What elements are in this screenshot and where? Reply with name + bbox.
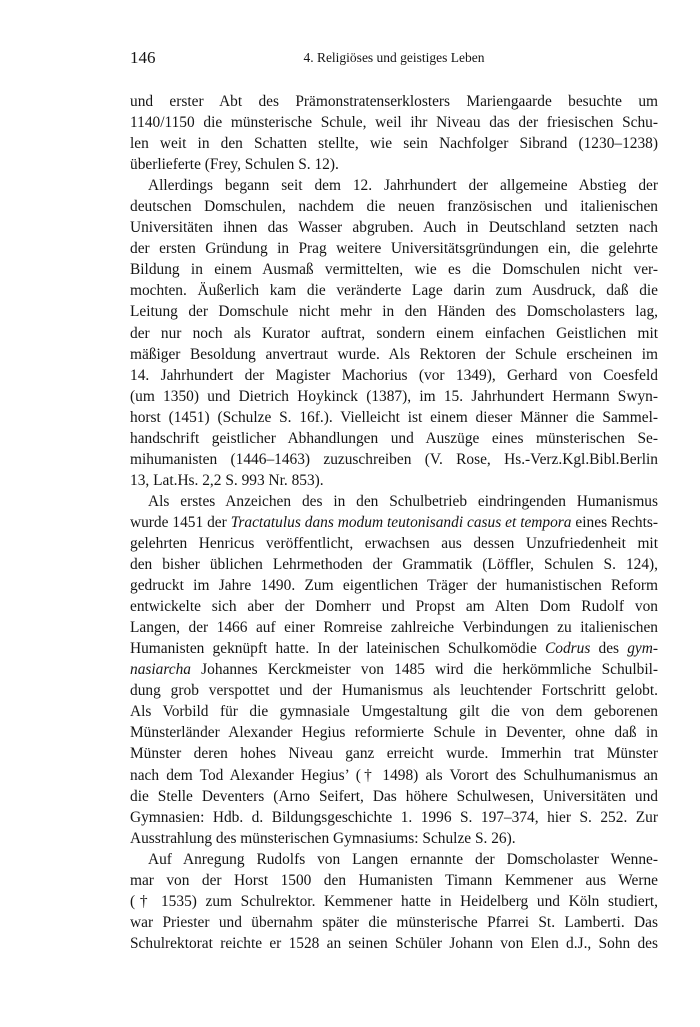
text-line: den bisher üblichen Lehrmethoden der Grammatik (Löffler, Schulen S. 124), — [130, 556, 658, 574]
page-header — [130, 48, 658, 72]
italic-title: Tractatulus dans modum teutonisandi casus et tempora — [230, 513, 572, 531]
text-line: der ersten Gründung in Prag weitere Universitätsgründungen ein, die gelehrte — [130, 240, 658, 258]
text-line: der nur noch als Kurator auftrat, sondern einem einfachen Geistlichen mit — [130, 324, 658, 342]
text-line: Humanisten geknüpft hatte. In der lateinischen Schulkomödie Codrus des gym- — [130, 640, 658, 658]
text-line: Als erstes Anzeichen des in den Schulbetrieb eindringenden Humanismus — [148, 492, 658, 510]
text-line: († 1535) zum Schulrektor. Kemmener hatte in Heidelberg und Köln studiert, — [130, 892, 658, 910]
text-line: 13, Lat.Hs. 2,2 S. 993 Nr. 853). — [130, 471, 324, 489]
text-line: Bildung in einem Ausmaß vermittelten, wie es die Domschulen nicht ver- — [130, 261, 658, 279]
text-line: nasiarcha Johannes Kerckmeister von 1485 wird die herkömmliche Schulbil- — [130, 661, 658, 679]
text-line: mäßiger Besoldung anvertraut wurde. Als Rektoren der Schule erscheinen im — [130, 345, 658, 363]
italic-title: gym- — [627, 640, 658, 658]
body-text — [130, 91, 658, 954]
text-line: Leitung der Domschule nicht mehr in den Händen des Domscholasters lag, — [130, 303, 658, 321]
paragraph — [130, 175, 658, 491]
italic-title: Codrus — [545, 640, 591, 658]
page-number: 146 — [130, 48, 156, 67]
italic-title: nasiarcha — [130, 661, 191, 679]
text-line: (um 1350) und Dietrich Hoykinck (1387), im 15. Jahrhundert Hermann Swyn- — [130, 387, 658, 405]
text-line: und erster Abt des Prämonstratenserklosters Mariengaarde besuchte um — [130, 93, 658, 110]
text-line: len weit in den Schatten stellte, wie sein Nachfolger Sibrand (1230–1238) — [130, 135, 658, 153]
text-line: wurde 1451 der Tractatulus dans modum teutonisandi casus et tempora eines Rechts- — [130, 513, 658, 531]
text-line: Gymnasien: Hdb. d. Bildungsgeschichte 1. 1996 S. 197–374, hier S. 252. Zur — [130, 808, 658, 826]
text-line: Schulrektorat reichte er 1528 an seinen Schüler Johann von Elen d.J., Sohn des — [130, 934, 658, 952]
text-line: Universitäten ihnen das Wasser abgruben. Auch in Deutschland setzten nach — [130, 219, 658, 237]
text-line: mar von der Horst 1500 den Humanisten Timann Kemmener aus Werne — [130, 871, 658, 889]
text-line: 1140/1150 die münsterische Schule, weil ihr Niveau das der friesischen Schu- — [130, 114, 658, 132]
text-line: Langen, der 1466 auf einer Romreise zahlreiche Verbindungen zu italienischen — [130, 619, 658, 637]
text-line: Ausstrahlung des münsterischen Gymnasiums: Schulze S. 26). — [130, 829, 516, 847]
text-line: mihumanisten (1446–1463) zuzuschreiben (V. Rose, Hs.-Verz.Kgl.Bibl.Berlin — [130, 450, 658, 468]
paragraph — [130, 491, 658, 849]
text-line: 14. Jahrhundert der Magister Machorius (vor 1349), Gerhard von Coesfeld — [130, 366, 658, 384]
text-line: Auf Anregung Rudolfs von Langen ernannte der Domscholaster Wenne- — [148, 850, 658, 868]
paragraph — [130, 849, 658, 954]
text-line: mochten. Äußerlich kam die veränderte Lage darin zum Ausdruck, daß die — [130, 282, 658, 300]
text-line: dung grob verspottet und der Humanismus als leuchtender Fortschritt gelobt. — [130, 682, 658, 700]
text-line: gelehrten Henricus veröffentlicht, erwachsen aus dessen Unzufriedenheit mit — [130, 534, 658, 552]
text-line: nach dem Tod Alexander Hegius’ († 1498) als Vorort des Schulhumanismus an — [130, 766, 658, 784]
text-line: entwickelte sich aber der Domherr und Propst am Alten Dom Rudolf von — [130, 598, 658, 616]
running-head: 4. Religiöses und geistiges Leben — [303, 50, 485, 65]
text-line: horst (1451) (Schulze S. 16f.). Vielleicht ist einem dieser Männer die Sammel- — [130, 408, 658, 426]
text-line: gedruckt im Jahre 1490. Zum eigentlichen Träger der humanistischen Reform — [130, 577, 658, 595]
text-line: deutschen Domschulen, nachdem die neuen französischen und italienischen — [130, 198, 658, 216]
text-line: die Stelle Deventers (Arno Seifert, Das höhere Schulwesen, Universitäten und — [130, 787, 658, 805]
text-line: war Priester und übernahm später die münsterische Pfarrei St. Lamberti. Das — [130, 913, 658, 931]
text-line: handschrift geistlicher Abhandlungen und Auszüge eines münsterischen Se- — [130, 429, 658, 447]
text-line: Allerdings begann seit dem 12. Jahrhundert der allgemeine Abstieg der — [148, 177, 658, 195]
text-line: überlieferte (Frey, Schulen S. 12). — [130, 156, 339, 174]
text-line: Münster deren hohes Niveau ganz erreicht wurde. Immerhin trat Münster — [130, 745, 658, 763]
text-line: Münsterländer Alexander Hegius reformierte Schule in Deventer, ohne daß in — [130, 724, 658, 742]
paragraph — [130, 91, 658, 175]
text-line: Als Vorbild für die gymnasiale Umgestaltung gilt die von dem geborenen — [130, 703, 658, 721]
